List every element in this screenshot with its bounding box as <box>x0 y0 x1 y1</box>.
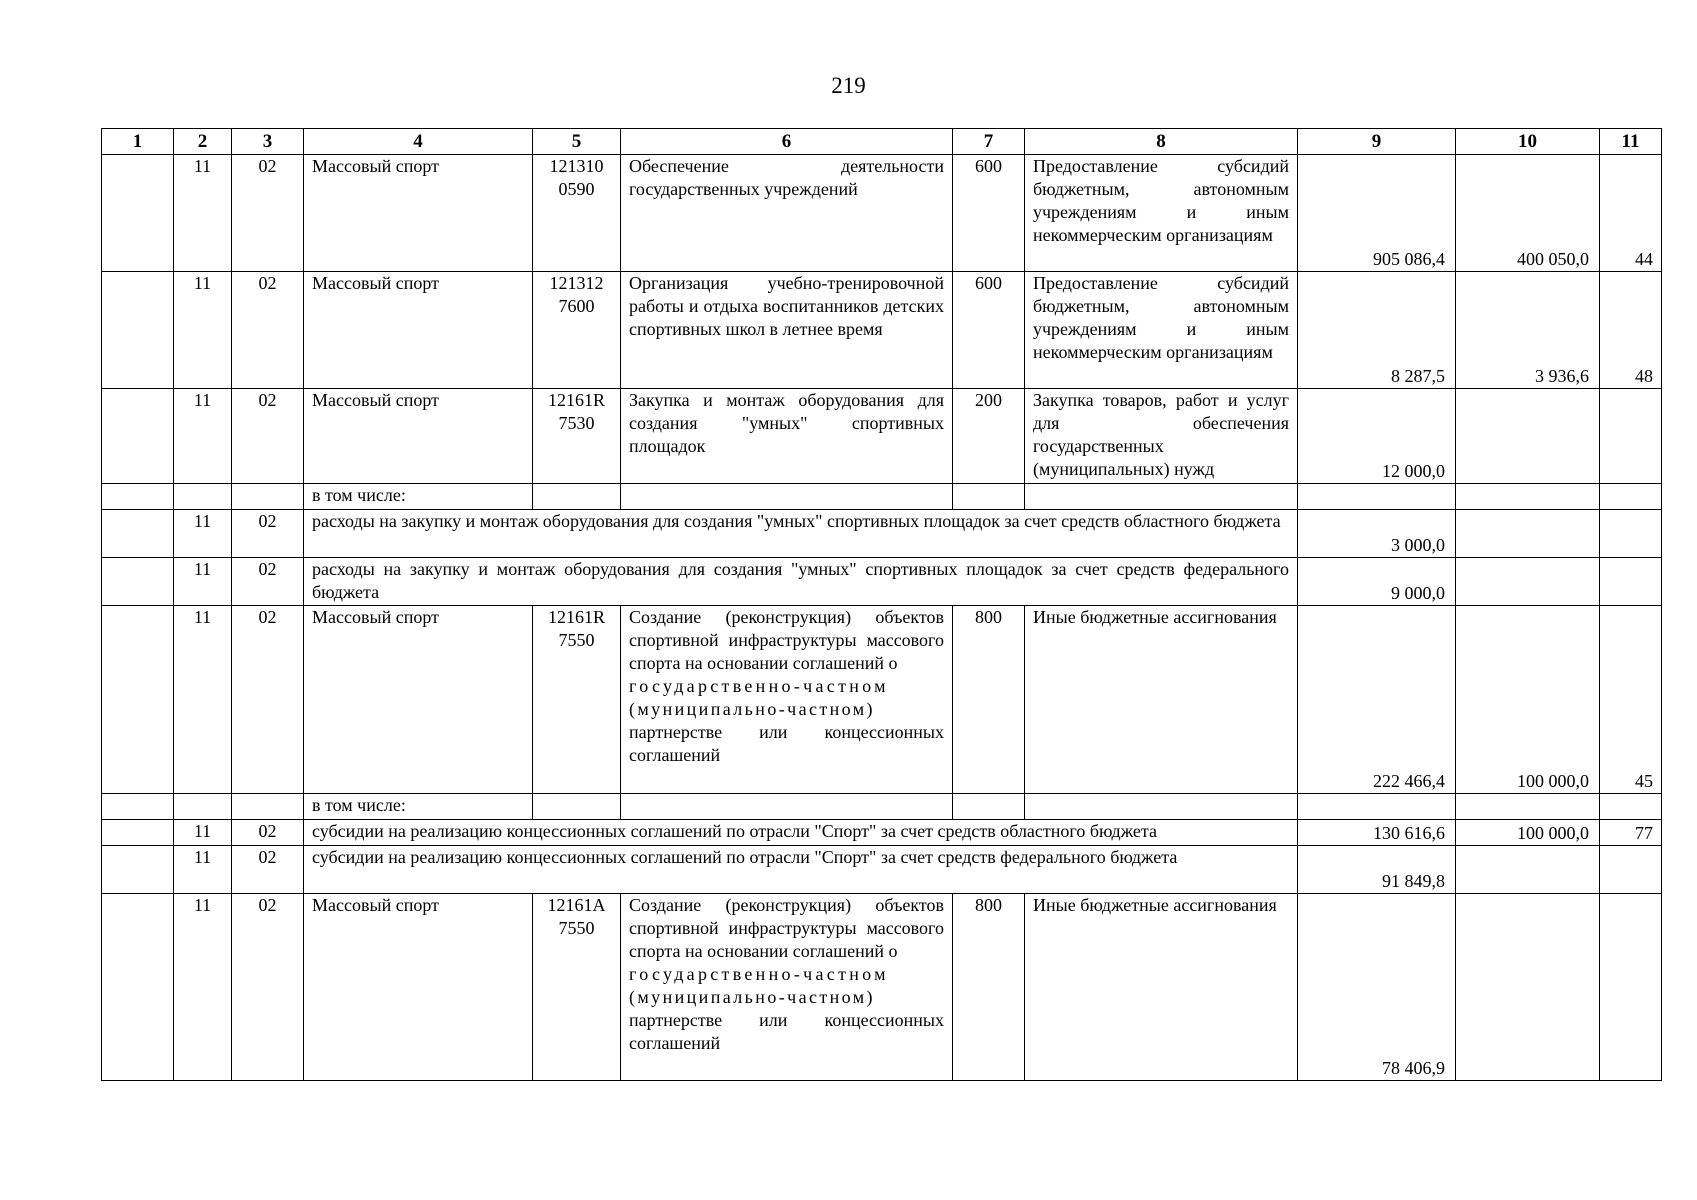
cell-amount: 8 287,5 <box>1298 272 1456 389</box>
column-header: 11 <box>1600 129 1662 155</box>
table-row <box>102 794 1662 820</box>
cell-purpose: Организация учебно-тренировочной работы и отдыха воспитанников детских спортивных школ в летнее время <box>621 272 953 389</box>
cell-col1 <box>102 606 174 794</box>
cell-code-line1: 12161R <box>547 390 605 410</box>
cell-amount: 78 406,9 <box>1298 894 1456 1081</box>
cell-subsection: 02 <box>232 606 304 794</box>
cell-subsection: 02 <box>232 510 304 558</box>
cell-expense-name: Предоставление субсидий бюджетным, автономным учреждениям и иным некоммерческим организациям <box>1025 155 1298 272</box>
cell-code-line1: 12161A <box>547 895 606 915</box>
cell-code <box>533 272 621 389</box>
cell-subsection: 02 <box>232 155 304 272</box>
cell-purpose-part3: (муниципально-частном) <box>629 699 875 719</box>
cell-code-line2: 7600 <box>558 296 595 316</box>
cell-amount-2: 100 000,0 <box>1456 820 1600 846</box>
cell-section: 11 <box>174 820 232 846</box>
cell-subsection: 02 <box>232 820 304 846</box>
column-header: 3 <box>232 129 304 155</box>
cell-expense-type <box>953 484 1025 510</box>
cell-code-line2: 7530 <box>558 413 595 433</box>
cell-col11 <box>1600 510 1662 558</box>
cell-amount-2: 100 000,0 <box>1456 606 1600 794</box>
cell-code-line1: 12161R <box>547 607 605 627</box>
cell-subsection: 02 <box>232 894 304 1081</box>
including-label: в том числе: <box>304 794 533 820</box>
cell-section: 11 <box>174 389 232 484</box>
cell-name: Массовый спорт <box>304 272 533 389</box>
table-row <box>102 820 1662 846</box>
cell-amount-2 <box>1456 510 1600 558</box>
cell-code-line2: 0590 <box>558 179 595 199</box>
cell-code <box>533 155 621 272</box>
cell-section: 11 <box>174 155 232 272</box>
cell-expense-name <box>1025 484 1298 510</box>
cell-code-line1: 121312 <box>549 273 604 293</box>
budget-table <box>101 128 1662 1081</box>
cell-col11 <box>1600 389 1662 484</box>
cell-amount-2 <box>1456 894 1600 1081</box>
cell-amount: 9 000,0 <box>1298 558 1456 606</box>
column-header: 2 <box>174 129 232 155</box>
cell-section: 11 <box>174 558 232 606</box>
column-header: 10 <box>1456 129 1600 155</box>
cell-amount: 91 849,8 <box>1298 846 1456 894</box>
page-number: 219 <box>831 73 866 98</box>
cell-amount: 3 000,0 <box>1298 510 1456 558</box>
cell-purpose <box>621 606 953 794</box>
cell-expense-type: 200 <box>953 389 1025 484</box>
cell-col1 <box>102 820 174 846</box>
cell-code-line2: 7550 <box>558 630 595 650</box>
cell-col11: 44 <box>1600 155 1662 272</box>
cell-expense-type: 600 <box>953 272 1025 389</box>
cell-subsection <box>232 794 304 820</box>
cell-amount: 905 086,4 <box>1298 155 1456 272</box>
cell-col1 <box>102 155 174 272</box>
table-row <box>102 510 1662 558</box>
cell-col11: 77 <box>1600 820 1662 846</box>
cell-section: 11 <box>174 894 232 1081</box>
cell-col1 <box>102 894 174 1081</box>
cell-amount-2 <box>1456 389 1600 484</box>
cell-name: Массовый спорт <box>304 606 533 794</box>
cell-section: 11 <box>174 606 232 794</box>
cell-amount-2 <box>1456 558 1600 606</box>
cell-amount: 130 616,6 <box>1298 820 1456 846</box>
cell-expense-type: 600 <box>953 155 1025 272</box>
cell-expense-type: 800 <box>953 894 1025 1081</box>
cell-expense-name <box>1025 794 1298 820</box>
cell-purpose-part2: государственно-частном <box>629 676 889 696</box>
column-header: 5 <box>533 129 621 155</box>
table-row <box>102 272 1662 389</box>
cell-amount: 12 000,0 <box>1298 389 1456 484</box>
cell-col11 <box>1600 484 1662 510</box>
table-row <box>102 606 1662 794</box>
cell-col11 <box>1600 558 1662 606</box>
cell-code-line2: 7550 <box>558 918 595 938</box>
column-header: 7 <box>953 129 1025 155</box>
cell-col1 <box>102 510 174 558</box>
column-header: 8 <box>1025 129 1298 155</box>
cell-amount-2 <box>1456 846 1600 894</box>
column-header: 9 <box>1298 129 1456 155</box>
cell-expense-name: Закупка товаров, работ и услуг для обеспечения государственных (муниципальных) нужд <box>1025 389 1298 484</box>
cell-expense-name: Иные бюджетные ассигнования <box>1025 894 1298 1081</box>
cell-code <box>533 606 621 794</box>
cell-subsection: 02 <box>232 272 304 389</box>
cell-detail-text: расходы на закупку и монтаж оборудования для создания "умных" спортивных площадок за счет средств федерального бюджета <box>304 558 1298 606</box>
cell-purpose: Обеспечение деятельности государственных учреждений <box>621 155 953 272</box>
cell-purpose: Закупка и монтаж оборудования для создания "умных" спортивных площадок <box>621 389 953 484</box>
table-row <box>102 155 1662 272</box>
cell-subsection: 02 <box>232 558 304 606</box>
cell-purpose-part1: Создание (реконструкция) объектов спортивной инфраструктуры массового спорта на основании соглашений о <box>629 607 944 673</box>
cell-col1 <box>102 389 174 484</box>
column-header: 1 <box>102 129 174 155</box>
cell-name: Массовый спорт <box>304 155 533 272</box>
table-row <box>102 894 1662 1081</box>
table-row <box>102 558 1662 606</box>
cell-col11: 45 <box>1600 606 1662 794</box>
cell-expense-name: Предоставление субсидий бюджетным, автономным учреждениям и иным некоммерческим организациям <box>1025 272 1298 389</box>
cell-expense-type <box>953 794 1025 820</box>
cell-code <box>533 484 621 510</box>
cell-col1 <box>102 272 174 389</box>
cell-section <box>174 484 232 510</box>
cell-purpose-part4: партнерстве или концессионных соглашений <box>629 1010 944 1053</box>
cell-expense-name: Иные бюджетные ассигнования <box>1025 606 1298 794</box>
table-row <box>102 846 1662 894</box>
cell-col1 <box>102 846 174 894</box>
cell-amount-2 <box>1456 794 1600 820</box>
cell-purpose-part2: государственно-частном <box>629 964 889 984</box>
cell-code-line1: 121310 <box>549 156 604 176</box>
cell-code <box>533 894 621 1081</box>
table-header-row <box>102 129 1662 155</box>
cell-col1 <box>102 794 174 820</box>
cell-name: Массовый спорт <box>304 389 533 484</box>
cell-name: Массовый спорт <box>304 894 533 1081</box>
cell-section: 11 <box>174 272 232 389</box>
cell-purpose <box>621 894 953 1081</box>
cell-amount-2 <box>1456 484 1600 510</box>
cell-purpose-part3: (муниципально-частном) <box>629 987 875 1007</box>
cell-code <box>533 389 621 484</box>
cell-amount <box>1298 484 1456 510</box>
column-header: 4 <box>304 129 533 155</box>
cell-expense-type: 800 <box>953 606 1025 794</box>
cell-detail-text: субсидии на реализацию концессионных соглашений по отрасли "Спорт" за счет средств федерального бюджета <box>304 846 1298 894</box>
cell-col1 <box>102 558 174 606</box>
column-header: 6 <box>621 129 953 155</box>
cell-subsection <box>232 484 304 510</box>
cell-purpose <box>621 484 953 510</box>
cell-col11: 48 <box>1600 272 1662 389</box>
cell-purpose-part1: Создание (реконструкция) объектов спортивной инфраструктуры массового спорта на основании соглашений о <box>629 895 944 961</box>
cell-section: 11 <box>174 846 232 894</box>
cell-subsection: 02 <box>232 389 304 484</box>
cell-section <box>174 794 232 820</box>
cell-col11 <box>1600 894 1662 1081</box>
cell-amount <box>1298 794 1456 820</box>
cell-col11 <box>1600 846 1662 894</box>
including-label: в том числе: <box>304 484 533 510</box>
cell-code <box>533 794 621 820</box>
table-row <box>102 484 1662 510</box>
cell-col1 <box>102 484 174 510</box>
cell-detail-text: расходы на закупку и монтаж оборудования для создания "умных" спортивных площадок за счет средств областного бюджета <box>304 510 1298 558</box>
cell-section: 11 <box>174 510 232 558</box>
cell-purpose <box>621 794 953 820</box>
cell-amount-2: 400 050,0 <box>1456 155 1600 272</box>
cell-amount-2: 3 936,6 <box>1456 272 1600 389</box>
cell-subsection: 02 <box>232 846 304 894</box>
cell-detail-text: субсидии на реализацию концессионных соглашений по отрасли "Спорт" за счет средств областного бюджета <box>304 820 1298 846</box>
table-row <box>102 389 1662 484</box>
cell-purpose-part4: партнерстве или концессионных соглашений <box>629 722 944 765</box>
cell-amount: 222 466,4 <box>1298 606 1456 794</box>
cell-col11 <box>1600 794 1662 820</box>
